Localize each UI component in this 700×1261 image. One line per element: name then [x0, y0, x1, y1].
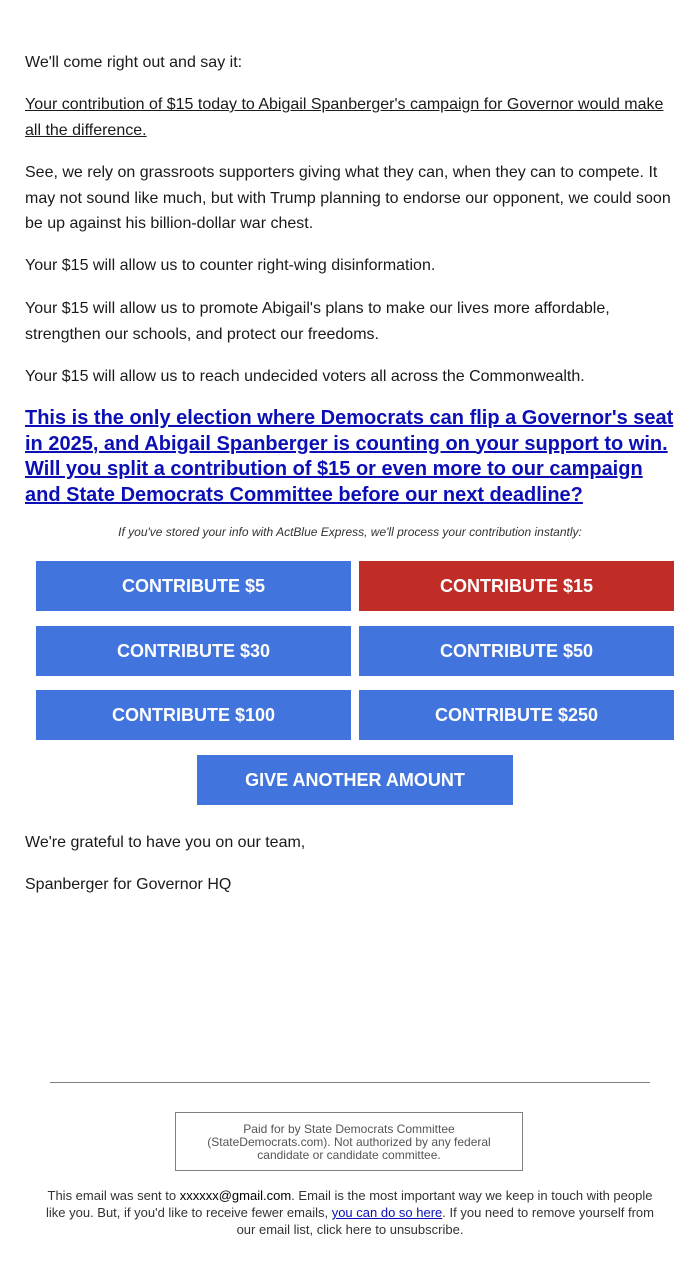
contribute-5-button[interactable]: CONTRIBUTE $5 — [36, 561, 351, 611]
closing-thanks: We're grateful to have you on our team, — [25, 834, 306, 851]
donate-headline-link[interactable]: This is the only election where Democrats can flip a Governor's seat in 2025, and Abigail Spanberger is counting on your support to win. Will you split a contribution of $15 or even more to our campaign and State Democrats Committee before our next deadline? — [25, 407, 674, 506]
counter-paragraph: Your $15 will allow us to counter right-wing disinformation. — [25, 257, 436, 274]
grassroots-paragraph: See, we rely on grassroots supporters giving what they can, when they can to compete. It may not sound like much, but with Trump planning to endorse our opponent, we could soon be up against his billion-dollar war chest. — [25, 164, 671, 232]
footer-text — [45, 1187, 655, 1238]
promote-paragraph: Your $15 will allow us to promote Abigail's plans to make our lives more affordable, strengthen our schools, and protect our freedoms. — [25, 300, 610, 343]
contribute-50-button[interactable]: CONTRIBUTE $50 — [359, 626, 674, 676]
ask-underlined-text: Your contribution of $15 today to Abigail Spanberger's campaign for Governor would make all the difference. — [25, 96, 664, 139]
signature: Spanberger for Governor HQ — [25, 876, 232, 893]
contribute-100-button[interactable]: CONTRIBUTE $100 — [36, 690, 351, 740]
reach-paragraph: Your $15 will allow us to reach undecided voters all across the Commonwealth. — [25, 368, 585, 385]
recipient-email: xxxxxx@gmail.com — [179, 1188, 292, 1203]
fewer-emails-link[interactable]: you can do so here — [331, 1205, 443, 1220]
footer-divider — [50, 1082, 650, 1083]
contribute-30-button[interactable]: CONTRIBUTE $30 — [36, 626, 351, 676]
footer-sent-suffix: . If you need to remove yourself from our email list, click here to unsubscribe. — [236, 1205, 654, 1237]
intro-text: We'll come right out and say it: — [25, 54, 243, 71]
give-another-amount-button[interactable]: GIVE ANOTHER AMOUNT — [197, 755, 513, 805]
footer-sent-middle: . Email is the most important way we keep in touch with people like you. But, if you'd like to receive fewer emails, — [45, 1188, 653, 1220]
actblue-express-note: If you've stored your info with ActBlue Express, we'll process your contribution instantly: — [118, 525, 582, 539]
footer-sent-prefix: This email was sent to — [47, 1188, 180, 1203]
contribute-15-button[interactable]: CONTRIBUTE $15 — [359, 561, 674, 611]
contribute-250-button[interactable]: CONTRIBUTE $250 — [359, 690, 674, 740]
paid-for-disclaimer: Paid for by State Democrats Committee (StateDemocrats.com). Not authorized by any federal candidate or candidate committee. — [175, 1112, 523, 1171]
